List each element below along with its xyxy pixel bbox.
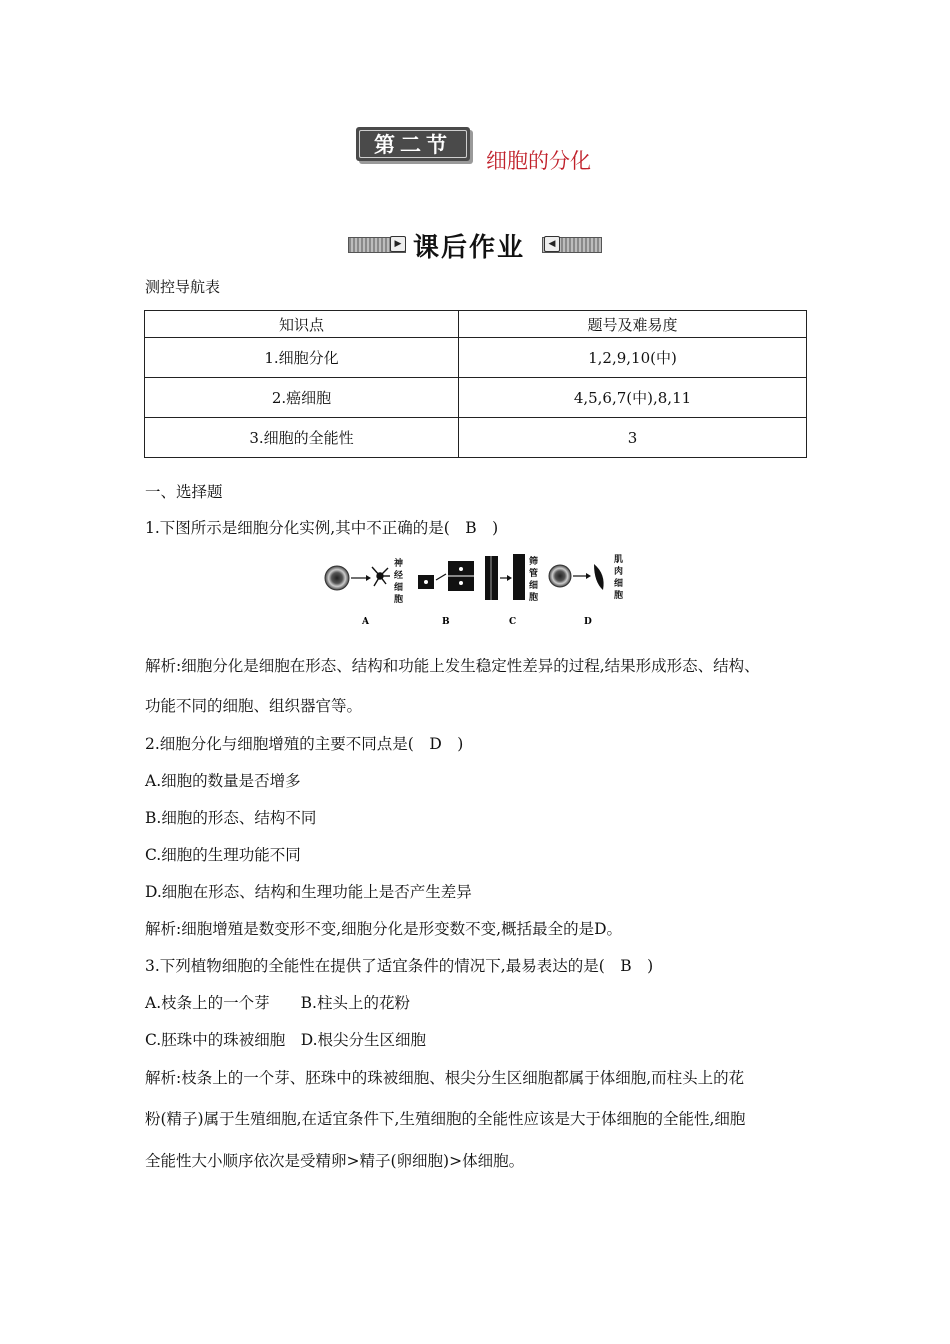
- section-badge: [356, 127, 470, 161]
- play-right-icon: ▶: [390, 236, 406, 252]
- neuron-icon: [372, 567, 390, 586]
- question-2-option-d: D.细胞在形态、结构和生理功能上是否产生差异: [145, 883, 472, 901]
- question-3-options-cd: C.胚珠中的珠被细胞 D.根尖分生区细胞: [145, 1031, 427, 1049]
- figure-part-a: [325, 557, 404, 627]
- nav-header-items: 题号及难易度: [459, 311, 807, 338]
- sieve-label-char: 细: [529, 581, 539, 591]
- muscle-cell-icon: [594, 564, 604, 590]
- play-left-icon: ◀: [544, 236, 560, 252]
- muscle-label-char: 细: [614, 579, 624, 589]
- muscle-label-char: 肉: [614, 567, 624, 577]
- figure-part-b: [418, 561, 474, 627]
- nav-header-topic: 知识点: [145, 311, 459, 338]
- figure-part-d: [549, 553, 624, 627]
- nav-cell-topic: 3.细胞的全能性: [145, 418, 459, 458]
- homework-title: 课后作业: [413, 233, 526, 263]
- question-1: 1.下图所示是细胞分化实例,其中不正确的是( B ): [145, 519, 499, 537]
- nav-cell-topic: 2.癌细胞: [145, 378, 459, 418]
- explanation-3-line-1: 解析:枝条上的一个芽、胚珠中的珠被细胞、根尖分生区细胞都属于体细胞,而柱头上的花: [145, 1069, 745, 1087]
- nav-cell-items: 3: [459, 418, 807, 458]
- explanation-2: 解析:细胞增殖是数变形不变,细胞分化是形变数不变,概括最全的是D。: [145, 920, 623, 938]
- figure-label-d: D: [584, 617, 592, 627]
- section-badge-label: 第二节: [359, 130, 467, 158]
- nav-cell-items: 1,2,9,10(中): [459, 338, 807, 378]
- table-row: [145, 378, 807, 418]
- table-row: [145, 418, 807, 458]
- section-heading: 一、选择题: [145, 483, 223, 501]
- question-2-option-a: A.细胞的数量是否增多: [145, 772, 301, 790]
- explanation-1-line-1: 解析:细胞分化是细胞在形态、结构和功能上发生稳定性差异的过程,结果形成形态、结构、: [145, 657, 760, 675]
- sieve-label-char: 胞: [529, 593, 539, 603]
- question-2-option-b: B.细胞的形态、结构不同: [145, 809, 317, 827]
- question-3: 3.下列植物细胞的全能性在提供了适宜条件的情况下,最易表达的是( B ): [145, 957, 654, 975]
- explanation-1-line-2: 功能不同的细胞、组织器官等。: [145, 697, 363, 715]
- neuron-label-char: 经: [394, 571, 404, 581]
- figure-label-a: A: [362, 617, 369, 627]
- explanation-3-line-3: 全能性大小顺序依次是受精卵>精子(卵细胞)>体细胞。: [145, 1152, 525, 1170]
- question-3-options-ab: A.枝条上的一个芽 B.柱头上的花粉: [145, 994, 410, 1012]
- cell-differentiation-figure: [322, 550, 632, 630]
- figure-part-c: [485, 554, 539, 627]
- explanation-3-line-2: 粉(精子)属于生殖细胞,在适宜条件下,生殖细胞的全能性应该是大于体细胞的全能性,细胞: [145, 1110, 746, 1128]
- question-2: 2.细胞分化与细胞增殖的主要不同点是( D ): [145, 735, 464, 753]
- muscle-label-char: 肌: [614, 555, 624, 565]
- neuron-label-char: 神: [394, 559, 404, 569]
- nav-table-header: [145, 311, 807, 338]
- neuron-label-char: 胞: [394, 595, 404, 605]
- muscle-label-char: 胞: [614, 591, 624, 601]
- nav-table: [144, 310, 807, 458]
- figure-label-b: B: [442, 617, 450, 627]
- question-2-option-c: C.细胞的生理功能不同: [145, 846, 301, 864]
- section-title: 细胞的分化: [486, 149, 591, 173]
- table-row: [145, 338, 807, 378]
- nav-cell-topic: 1.细胞分化: [145, 338, 459, 378]
- sieve-label-char: 筛: [529, 557, 539, 567]
- nav-cell-items: 4,5,6,7(中),8,11: [459, 378, 807, 418]
- nav-table-label: 测控导航表: [145, 278, 221, 296]
- sieve-label-char: 管: [529, 569, 539, 579]
- neuron-label-char: 细: [394, 583, 404, 593]
- figure-label-c: C: [509, 617, 517, 627]
